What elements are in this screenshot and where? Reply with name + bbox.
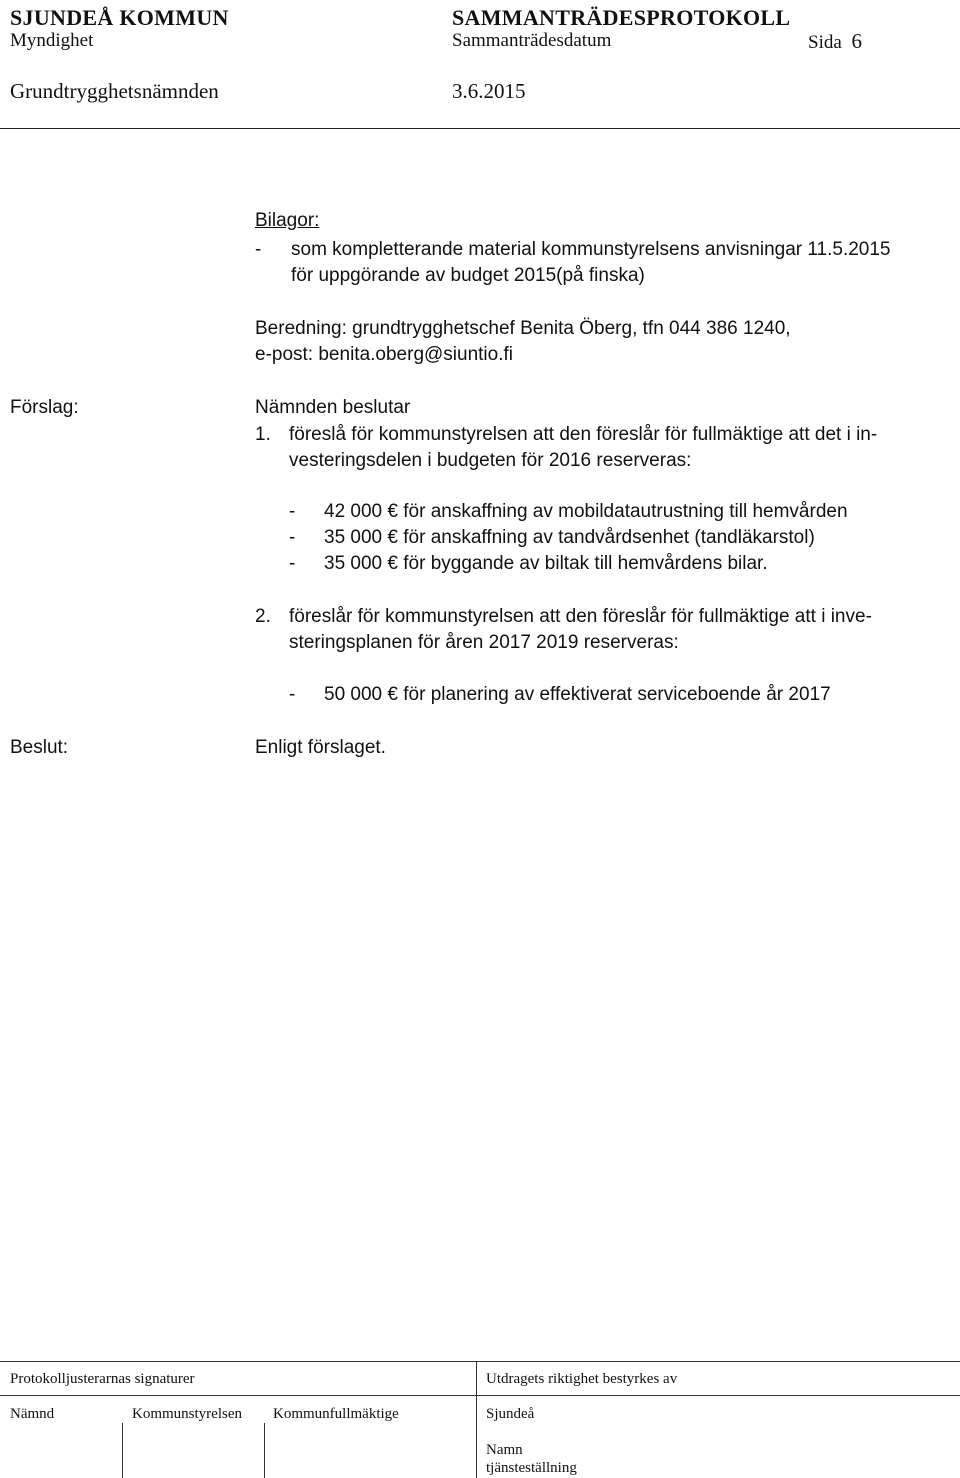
meeting-date: 3.6.2015 [452,79,526,103]
bilagor-heading: Bilagor: [255,210,320,231]
authority-label: Myndighet [10,30,94,51]
footer-cell-divider [264,1423,265,1478]
item-2-line-1: föreslår för kommunstyrelsen att den föreslår för fullmäktige att i inve- [289,606,872,627]
document-type: SAMMANTRÄDESPROTOKOLL [452,5,791,30]
footer-title-label: tjänsteställning [486,1460,577,1476]
footer-col-kommunstyrelsen: Kommunstyrelsen [132,1406,242,1422]
bilagor-line-2: för uppgörande av budget 2015(på finska) [291,265,645,286]
item-1-line-2: vesteringsdelen i budgeten för 2016 reserveras: [289,450,692,471]
item-1-bullet-dash: - [289,527,296,548]
footer-mid-rule [0,1395,960,1396]
item-2-line-2: steringsplanen för åren 2017 2019 reserveras: [289,632,679,653]
beredning-line-2: e-post: benita.oberg@siuntio.fi [255,344,513,365]
footer-top-rule [0,1361,960,1362]
footer-col-kommunfullmaktige: Kommunfullmäktige [273,1406,399,1422]
item-1-bullet-1: 42 000 € för anskaffning av mobildatautrustning till hemvården [324,501,848,522]
footer-name-label: Namn [486,1442,523,1458]
bilagor-dash: - [255,239,262,260]
beslut-label: Beslut: [10,737,69,758]
page-number: 6 [851,29,863,53]
beslut-text: Enligt förslaget. [255,737,386,758]
item-2-number: 2. [255,606,271,627]
item-2-bullet-dash: - [289,684,296,705]
authority-name: Grundtrygghetsnämnden [10,79,219,103]
item-1-number: 1. [255,424,271,445]
certification-title: Utdragets riktighet bestyrkes av [486,1371,678,1387]
item-1-bullet-dash: - [289,501,296,522]
footer-col-namnd: Nämnd [10,1406,55,1422]
beredning-line-1: Beredning: grundtrygghetschef Benita Öberg, tfn 044 386 1240, [255,318,791,339]
footer-divider [476,1361,477,1478]
item-1-bullet-dash: - [289,553,296,574]
item-1-bullet-3: 35 000 € för byggande av biltak till hemvårdens bilar. [324,553,768,574]
page-label: Sida [808,32,842,53]
forslag-intro: Nämnden beslutar [255,397,411,418]
bilagor-line-1: som kompletterande material kommunstyrelsens anvisningar 11.5.2015 [291,239,891,260]
item-1-line-1: föreslå för kommunstyrelsen att den föreslår för fullmäktige att det i in- [289,424,878,445]
item-2-bullet-1: 50 000 € för planering av effektiverat serviceboende år 2017 [324,684,831,705]
item-1-bullet-2: 35 000 € för anskaffning av tandvårdsenhet (tandläkarstol) [324,527,815,548]
footer-col-sjundea: Sjundeå [486,1406,535,1422]
meeting-date-label: Sammanträdesdatum [452,30,612,51]
footer-cell-divider [122,1423,123,1478]
forslag-label: Förslag: [10,397,79,418]
header-divider [0,128,960,129]
municipality-name: SJUNDEÅ KOMMUN [10,5,229,30]
page-indicator [808,29,862,54]
signatures-title: Protokolljusterarnas signaturer [10,1371,195,1387]
